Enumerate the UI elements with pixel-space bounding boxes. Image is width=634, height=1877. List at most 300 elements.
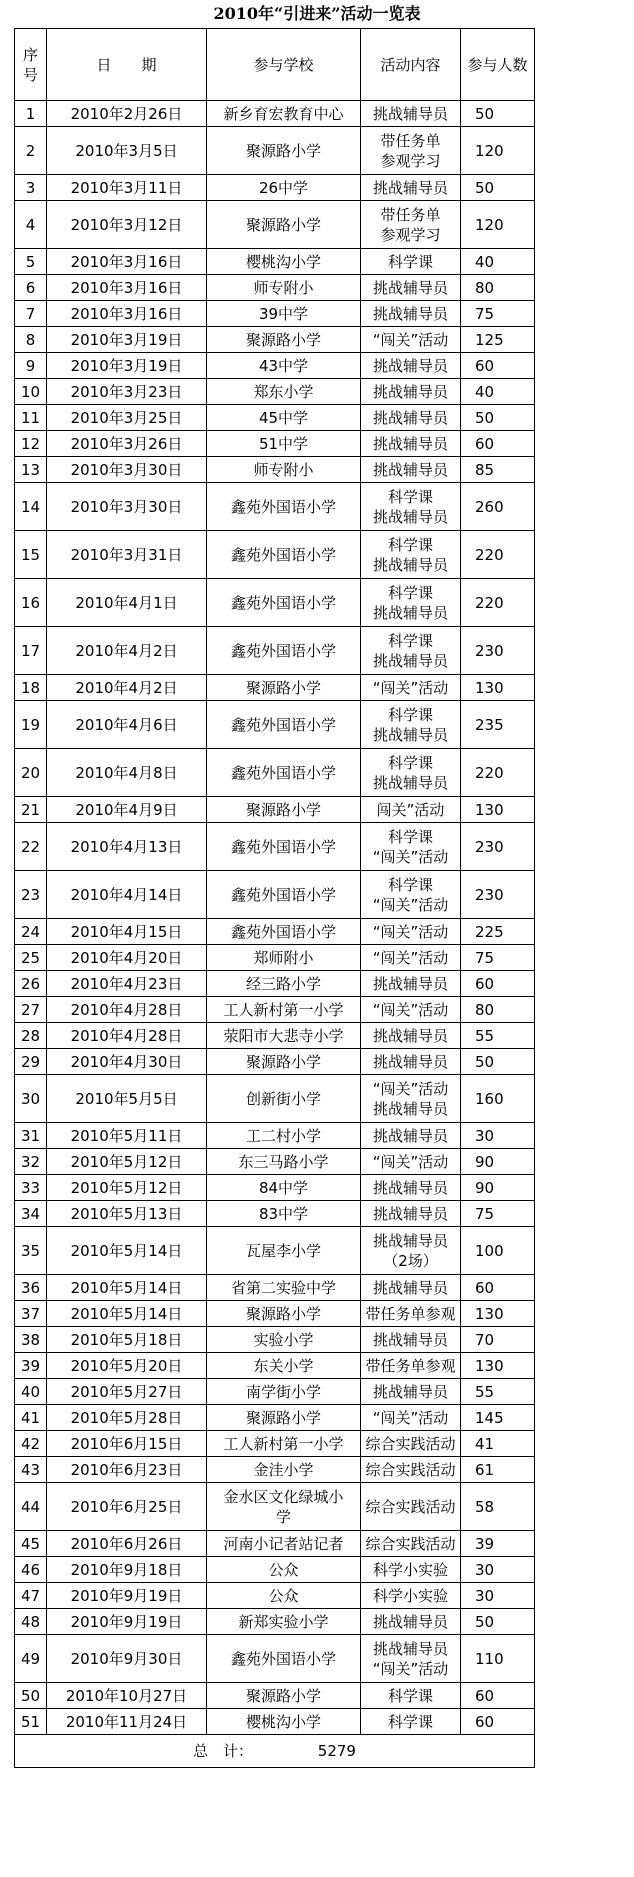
row-number: 44: [15, 1483, 47, 1531]
row-number: 1: [15, 101, 47, 127]
header-number: 序 号: [15, 29, 47, 101]
row-number: 20: [15, 749, 47, 797]
content-line: 科学课: [387, 631, 433, 650]
row-count: 50: [461, 405, 535, 431]
total-row: [15, 1735, 535, 1768]
row-content: [361, 457, 461, 483]
table-row: [15, 1379, 535, 1405]
content-line: 挑战辅导员: [372, 104, 448, 123]
row-count: 60: [461, 431, 535, 457]
row-number: 47: [15, 1583, 47, 1609]
row-count: 120: [461, 201, 535, 249]
row-school: 43中学: [207, 353, 361, 379]
row-content: [361, 127, 461, 175]
row-content: [361, 871, 461, 919]
content-line: 挑战辅导员: [372, 278, 448, 297]
row-school: 鑫苑外国语小学: [207, 579, 361, 627]
row-date: 2010年4月2日: [47, 675, 207, 701]
row-date: 2010年5月5日: [47, 1075, 207, 1123]
row-number: 13: [15, 457, 47, 483]
row-number: 30: [15, 1075, 47, 1123]
content-line: 带任务单参观: [365, 1304, 456, 1323]
content-line: “闯关”活动: [372, 1079, 449, 1098]
table-row: [15, 1583, 535, 1609]
table-row: [15, 201, 535, 249]
content-line: “闯关”活动: [372, 330, 449, 349]
content-line: 参观学习: [380, 225, 441, 244]
row-school: 创新街小学: [207, 1075, 361, 1123]
row-count: 260: [461, 483, 535, 531]
row-count: 61: [461, 1457, 535, 1483]
row-number: 21: [15, 797, 47, 823]
row-date: 2010年4月20日: [47, 945, 207, 971]
row-content: [361, 919, 461, 945]
content-line: 挑战辅导员: [372, 382, 448, 401]
content-line: 挑战辅导员: [372, 773, 448, 792]
row-content: [361, 1635, 461, 1683]
table-row: [15, 405, 535, 431]
row-content: [361, 1557, 461, 1583]
content-line: “闯关”活动: [372, 895, 449, 914]
table-row: [15, 1075, 535, 1123]
row-number: 31: [15, 1123, 47, 1149]
row-number: 45: [15, 1531, 47, 1557]
table-row: [15, 275, 535, 301]
row-school: 公众: [207, 1557, 361, 1583]
row-number: 40: [15, 1379, 47, 1405]
row-content: [361, 627, 461, 675]
content-line: 挑战辅导员: [372, 1639, 448, 1658]
content-line: 科学课: [387, 1712, 433, 1731]
row-content: [361, 1327, 461, 1353]
row-date: 2010年5月27日: [47, 1379, 207, 1405]
row-number: 9: [15, 353, 47, 379]
row-number: 29: [15, 1049, 47, 1075]
content-line: 挑战辅导员: [372, 507, 448, 526]
row-number: 7: [15, 301, 47, 327]
row-school: 聚源路小学: [207, 1049, 361, 1075]
row-school: 公众: [207, 1583, 361, 1609]
activity-table: [14, 28, 535, 1768]
row-school: 省第二实验中学: [207, 1275, 361, 1301]
content-line: 挑战辅导员: [372, 651, 448, 670]
row-number: 17: [15, 627, 47, 675]
content-line: “闯关”活动: [372, 1659, 449, 1678]
row-content: [361, 945, 461, 971]
table-row: [15, 1405, 535, 1431]
row-count: 75: [461, 1201, 535, 1227]
row-school: 51中学: [207, 431, 361, 457]
content-line: “闯关”活动: [372, 922, 449, 941]
row-date: 2010年3月11日: [47, 175, 207, 201]
row-count: 30: [461, 1123, 535, 1149]
row-count: 220: [461, 579, 535, 627]
row-school: 师专附小: [207, 275, 361, 301]
row-number: 34: [15, 1201, 47, 1227]
row-school: 聚源路小学: [207, 1405, 361, 1431]
table-row: [15, 1457, 535, 1483]
content-line: 挑战辅导员: [372, 1099, 448, 1118]
content-line: 带任务单参观: [365, 1356, 456, 1375]
row-count: 80: [461, 997, 535, 1023]
row-content: [361, 101, 461, 127]
content-line: “闯关”活动: [372, 1000, 449, 1019]
row-content: [361, 405, 461, 431]
row-content: [361, 1709, 461, 1735]
row-number: 2: [15, 127, 47, 175]
content-line: “闯关”活动: [372, 847, 449, 866]
row-school: 南学街小学: [207, 1379, 361, 1405]
row-count: 30: [461, 1557, 535, 1583]
row-date: 2010年4月2日: [47, 627, 207, 675]
table-row: [15, 1049, 535, 1075]
row-count: 50: [461, 1609, 535, 1635]
row-date: 2010年4月8日: [47, 749, 207, 797]
row-date: 2010年9月19日: [47, 1609, 207, 1635]
row-number: 48: [15, 1609, 47, 1635]
row-school: 新乡育宏教育中心: [207, 101, 361, 127]
row-school: 84中学: [207, 1175, 361, 1201]
row-count: 55: [461, 1379, 535, 1405]
row-date: 2010年3月16日: [47, 301, 207, 327]
header-content: 活动内容: [361, 29, 461, 101]
row-school: 郑师附小: [207, 945, 361, 971]
table-row: [15, 301, 535, 327]
row-date: 2010年10月27日: [47, 1683, 207, 1709]
row-content: [361, 701, 461, 749]
table-row: [15, 1149, 535, 1175]
content-line: 挑战辅导员: [372, 1278, 448, 1297]
row-date: 2010年9月19日: [47, 1583, 207, 1609]
row-content: [361, 1353, 461, 1379]
row-content: [361, 379, 461, 405]
row-school: 鑫苑外国语小学: [207, 531, 361, 579]
table-row: [15, 1201, 535, 1227]
row-school: 鑫苑外国语小学: [207, 627, 361, 675]
row-content: [361, 301, 461, 327]
row-school: 39中学: [207, 301, 361, 327]
row-date: 2010年3月26日: [47, 431, 207, 457]
table-row: [15, 531, 535, 579]
table-row: [15, 101, 535, 127]
row-number: 51: [15, 1709, 47, 1735]
table-row: [15, 1275, 535, 1301]
row-content: [361, 675, 461, 701]
header-school: 参与学校: [207, 29, 361, 101]
row-count: 125: [461, 327, 535, 353]
row-count: 160: [461, 1075, 535, 1123]
content-line: 挑战辅导员: [372, 408, 448, 427]
row-school: 83中学: [207, 1201, 361, 1227]
row-content: [361, 1227, 461, 1275]
content-line: 综合实践活动: [365, 1434, 456, 1453]
row-date: 2010年6月23日: [47, 1457, 207, 1483]
row-date: 2010年9月30日: [47, 1635, 207, 1683]
content-line: 挑战辅导员: [372, 1052, 448, 1071]
row-count: 50: [461, 101, 535, 127]
row-content: [361, 1609, 461, 1635]
row-content: [361, 483, 461, 531]
row-date: 2010年4月28日: [47, 997, 207, 1023]
row-number: 19: [15, 701, 47, 749]
content-line: 挑战辅导员: [372, 1231, 448, 1250]
row-date: 2010年6月25日: [47, 1483, 207, 1531]
row-number: 27: [15, 997, 47, 1023]
table-row: [15, 971, 535, 997]
row-date: 2010年4月15日: [47, 919, 207, 945]
table-row: [15, 483, 535, 531]
row-date: 2010年3月31日: [47, 531, 207, 579]
row-content: [361, 1075, 461, 1123]
content-line: 挑战辅导员: [372, 1126, 448, 1145]
row-count: 55: [461, 1023, 535, 1049]
row-content: [361, 823, 461, 871]
row-content: [361, 275, 461, 301]
content-line: 带任务单: [380, 205, 441, 224]
row-count: 75: [461, 945, 535, 971]
table-row: [15, 1531, 535, 1557]
row-number: 43: [15, 1457, 47, 1483]
row-number: 11: [15, 405, 47, 431]
row-number: 8: [15, 327, 47, 353]
row-content: [361, 1201, 461, 1227]
content-line: 科学课: [387, 535, 433, 554]
row-school: 经三路小学: [207, 971, 361, 997]
row-content: [361, 1583, 461, 1609]
table-row: [15, 1709, 535, 1735]
row-content: [361, 1175, 461, 1201]
row-school: 鑫苑外国语小学: [207, 823, 361, 871]
row-school: 26中学: [207, 175, 361, 201]
row-content: [361, 531, 461, 579]
row-date: 2010年6月15日: [47, 1431, 207, 1457]
table-row: [15, 1227, 535, 1275]
row-number: 36: [15, 1275, 47, 1301]
total-value: 5279: [317, 1742, 356, 1760]
row-content: [361, 327, 461, 353]
table-row: [15, 1557, 535, 1583]
table-row: [15, 823, 535, 871]
row-number: 26: [15, 971, 47, 997]
row-number: 10: [15, 379, 47, 405]
row-number: 5: [15, 249, 47, 275]
row-school: 工人新村第一小学: [207, 997, 361, 1023]
header-date: 日 期: [47, 29, 207, 101]
row-content: [361, 1149, 461, 1175]
row-date: 2010年4月14日: [47, 871, 207, 919]
row-school: 瓦屋李小学: [207, 1227, 361, 1275]
row-count: 235: [461, 701, 535, 749]
row-school: 金洼小学: [207, 1457, 361, 1483]
table-row: [15, 457, 535, 483]
row-school: 聚源路小学: [207, 675, 361, 701]
row-content: [361, 797, 461, 823]
row-number: 32: [15, 1149, 47, 1175]
content-line: 挑战辅导员: [372, 725, 448, 744]
row-date: 2010年4月13日: [47, 823, 207, 871]
row-date: 2010年3月23日: [47, 379, 207, 405]
row-count: 90: [461, 1175, 535, 1201]
row-number: 12: [15, 431, 47, 457]
row-content: [361, 249, 461, 275]
content-line: “闯关”活动: [372, 1408, 449, 1427]
row-count: 130: [461, 1301, 535, 1327]
table-row: [15, 1301, 535, 1327]
table-row: [15, 1683, 535, 1709]
row-content: [361, 175, 461, 201]
row-school: 聚源路小学: [207, 327, 361, 353]
row-school: 新郑实验小学: [207, 1609, 361, 1635]
row-content: [361, 1457, 461, 1483]
row-content: [361, 353, 461, 379]
row-number: 25: [15, 945, 47, 971]
row-number: 22: [15, 823, 47, 871]
row-school: 聚源路小学: [207, 797, 361, 823]
row-count: 130: [461, 1353, 535, 1379]
row-date: 2010年3月19日: [47, 353, 207, 379]
total-label: 总 计：: [193, 1742, 254, 1760]
content-line: 科学课: [387, 1686, 433, 1705]
row-school: 实验小学: [207, 1327, 361, 1353]
content-line: 挑战辅导员: [372, 304, 448, 323]
content-line: “闯关”活动: [372, 678, 449, 697]
row-number: 49: [15, 1635, 47, 1683]
content-line: 挑战辅导员: [372, 1330, 448, 1349]
row-school: 聚源路小学: [207, 127, 361, 175]
row-count: 230: [461, 627, 535, 675]
row-content: [361, 749, 461, 797]
content-line: 挑战辅导员: [372, 356, 448, 375]
content-line: 综合实践活动: [365, 1460, 456, 1479]
row-count: 39: [461, 1531, 535, 1557]
row-content: [361, 1431, 461, 1457]
content-line: 科学课: [387, 875, 433, 894]
table-row: [15, 353, 535, 379]
row-date: 2010年4月23日: [47, 971, 207, 997]
row-content: [361, 1405, 461, 1431]
row-count: 50: [461, 1049, 535, 1075]
row-school: 金水区文化绿城小学: [207, 1483, 361, 1531]
row-date: 2010年5月18日: [47, 1327, 207, 1353]
row-date: 2010年5月11日: [47, 1123, 207, 1149]
row-content: [361, 1123, 461, 1149]
table-row: [15, 749, 535, 797]
row-number: 37: [15, 1301, 47, 1327]
table-row: [15, 1175, 535, 1201]
table-body: [15, 101, 535, 1735]
row-count: 60: [461, 1683, 535, 1709]
row-number: 35: [15, 1227, 47, 1275]
row-date: 2010年3月25日: [47, 405, 207, 431]
row-date: 2010年2月26日: [47, 101, 207, 127]
row-number: 15: [15, 531, 47, 579]
row-content: [361, 1301, 461, 1327]
table-row: [15, 379, 535, 405]
row-school: 鑫苑外国语小学: [207, 871, 361, 919]
content-line: 挑战辅导员: [372, 1612, 448, 1631]
row-date: 2010年5月12日: [47, 1175, 207, 1201]
content-line: 科学小实验: [372, 1586, 448, 1605]
row-count: 40: [461, 249, 535, 275]
row-count: 60: [461, 971, 535, 997]
content-line: 挑战辅导员: [372, 1382, 448, 1401]
row-school: 工二村小学: [207, 1123, 361, 1149]
row-count: 75: [461, 301, 535, 327]
row-number: 46: [15, 1557, 47, 1583]
row-school: 鑫苑外国语小学: [207, 483, 361, 531]
table-row: [15, 1431, 535, 1457]
content-line: 综合实践活动: [365, 1497, 456, 1516]
row-content: [361, 1049, 461, 1075]
row-number: 28: [15, 1023, 47, 1049]
row-school: 聚源路小学: [207, 201, 361, 249]
content-line: “闯关”活动: [372, 948, 449, 967]
content-line: 科学课: [387, 583, 433, 602]
row-school: 鑫苑外国语小学: [207, 749, 361, 797]
row-date: 2010年9月18日: [47, 1557, 207, 1583]
row-content: [361, 1275, 461, 1301]
row-number: 24: [15, 919, 47, 945]
row-count: 80: [461, 275, 535, 301]
table-row: [15, 249, 535, 275]
table-row: [15, 1635, 535, 1683]
table-row: [15, 675, 535, 701]
row-school: 东关小学: [207, 1353, 361, 1379]
row-count: 225: [461, 919, 535, 945]
table-row: [15, 919, 535, 945]
row-number: 39: [15, 1353, 47, 1379]
row-school: 鑫苑外国语小学: [207, 919, 361, 945]
row-number: 16: [15, 579, 47, 627]
row-school: 鑫苑外国语小学: [207, 1635, 361, 1683]
table-row: [15, 327, 535, 353]
table-row: [15, 1609, 535, 1635]
row-count: 130: [461, 675, 535, 701]
row-date: 2010年3月5日: [47, 127, 207, 175]
content-line: 挑战辅导员: [372, 434, 448, 453]
row-school: 樱桃沟小学: [207, 249, 361, 275]
table-row: [15, 1483, 535, 1531]
table-row: [15, 797, 535, 823]
row-count: 145: [461, 1405, 535, 1431]
row-count: 58: [461, 1483, 535, 1531]
row-count: 60: [461, 1709, 535, 1735]
row-count: 41: [461, 1431, 535, 1457]
table-row: [15, 701, 535, 749]
table-row: [15, 431, 535, 457]
table-row: [15, 627, 535, 675]
row-number: 33: [15, 1175, 47, 1201]
content-line: 带任务单: [380, 131, 441, 150]
row-count: 120: [461, 127, 535, 175]
row-count: 220: [461, 749, 535, 797]
content-line: “闯关”活动: [372, 1152, 449, 1171]
table-row: [15, 997, 535, 1023]
header-row: [15, 29, 535, 101]
row-number: 50: [15, 1683, 47, 1709]
content-line: 科学课: [387, 753, 433, 772]
table-row: [15, 127, 535, 175]
row-date: 2010年5月28日: [47, 1405, 207, 1431]
row-date: 2010年3月16日: [47, 275, 207, 301]
row-date: 2010年6月26日: [47, 1531, 207, 1557]
row-school: 师专附小: [207, 457, 361, 483]
row-count: 40: [461, 379, 535, 405]
row-content: [361, 1379, 461, 1405]
row-content: [361, 201, 461, 249]
row-count: 50: [461, 175, 535, 201]
content-line: 科学课: [387, 705, 433, 724]
